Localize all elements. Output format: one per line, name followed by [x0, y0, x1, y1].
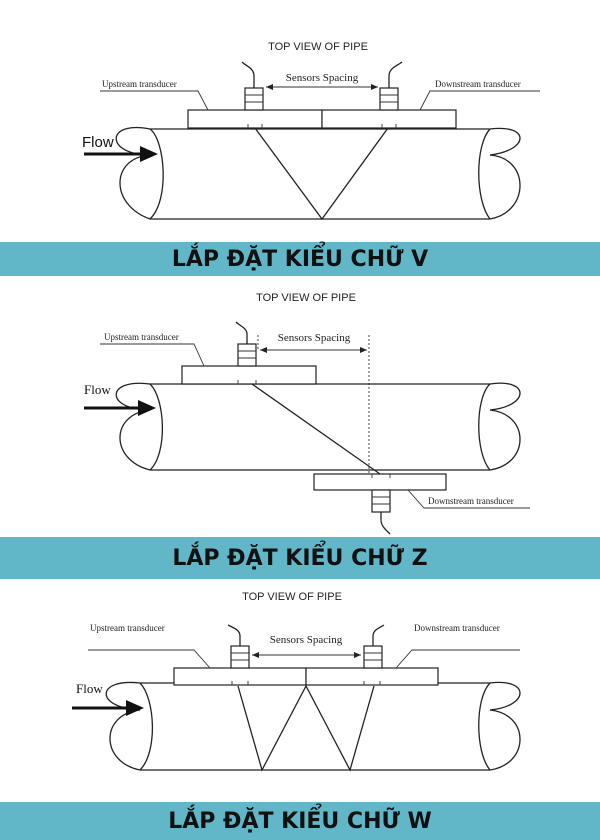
- upstream-block: [182, 366, 316, 384]
- z-mount-banner: LẮP ĐẶT KIỂU CHỮ Z: [0, 537, 600, 579]
- w-mount-banner: LẮP ĐẶT KIỂU CHỮ W: [0, 802, 600, 840]
- downstream-block: [306, 668, 438, 685]
- diagram-title: TOP VIEW OF PIPE: [242, 591, 342, 603]
- downstream-label: Downstream transducer: [414, 623, 500, 633]
- v-mount-svg: [0, 0, 600, 240]
- upstream-sensor: [242, 62, 263, 110]
- pipe: [116, 383, 520, 470]
- spacing-arrow: [266, 84, 378, 90]
- upstream-block: [188, 110, 322, 128]
- downstream-block: [314, 474, 446, 490]
- downstream-sensor: [364, 625, 384, 668]
- flow-arrow-icon: [72, 700, 144, 716]
- upstream-label: Upstream transducer: [90, 623, 165, 633]
- w-mount-svg: [0, 580, 600, 800]
- z-mount-svg: [0, 278, 600, 536]
- sound-path-w: [238, 686, 374, 770]
- flow-label: Flow: [84, 382, 111, 397]
- diagram-title: TOP VIEW OF PIPE: [256, 292, 356, 304]
- upstream-block: [174, 668, 306, 685]
- downstream-label: Downstream transducer: [428, 496, 514, 506]
- pipe: [116, 128, 520, 219]
- downstream-block: [322, 110, 456, 128]
- spacing-label: Sensors Spacing: [277, 332, 351, 344]
- downstream-sensor: [380, 62, 402, 110]
- spacing-arrow: [252, 652, 361, 658]
- upstream-label: Upstream transducer: [104, 332, 179, 342]
- w-mount-diagram: [0, 580, 600, 800]
- downstream-label: Downstream transducer: [435, 79, 521, 89]
- spacing-label: Sensors Spacing: [269, 634, 343, 646]
- z-mount-diagram: [0, 278, 600, 536]
- spacing-label: Sensors Spacing: [285, 72, 359, 84]
- upstream-label: Upstream transducer: [102, 79, 177, 89]
- v-mount-diagram: [0, 0, 600, 240]
- v-mount-banner: LẮP ĐẶT KIỂU CHỮ V: [0, 242, 600, 276]
- spacing-arrow: [260, 347, 367, 353]
- sound-path-v: [255, 128, 388, 219]
- pipe: [106, 682, 520, 770]
- upstream-sensor: [236, 322, 256, 366]
- diagram-title: TOP VIEW OF PIPE: [268, 41, 368, 53]
- downstream-sensor: [372, 490, 390, 534]
- flow-label: Flow: [76, 681, 103, 696]
- flow-label: Flow: [82, 134, 114, 151]
- upstream-sensor: [228, 625, 249, 668]
- sound-path-z: [252, 384, 380, 474]
